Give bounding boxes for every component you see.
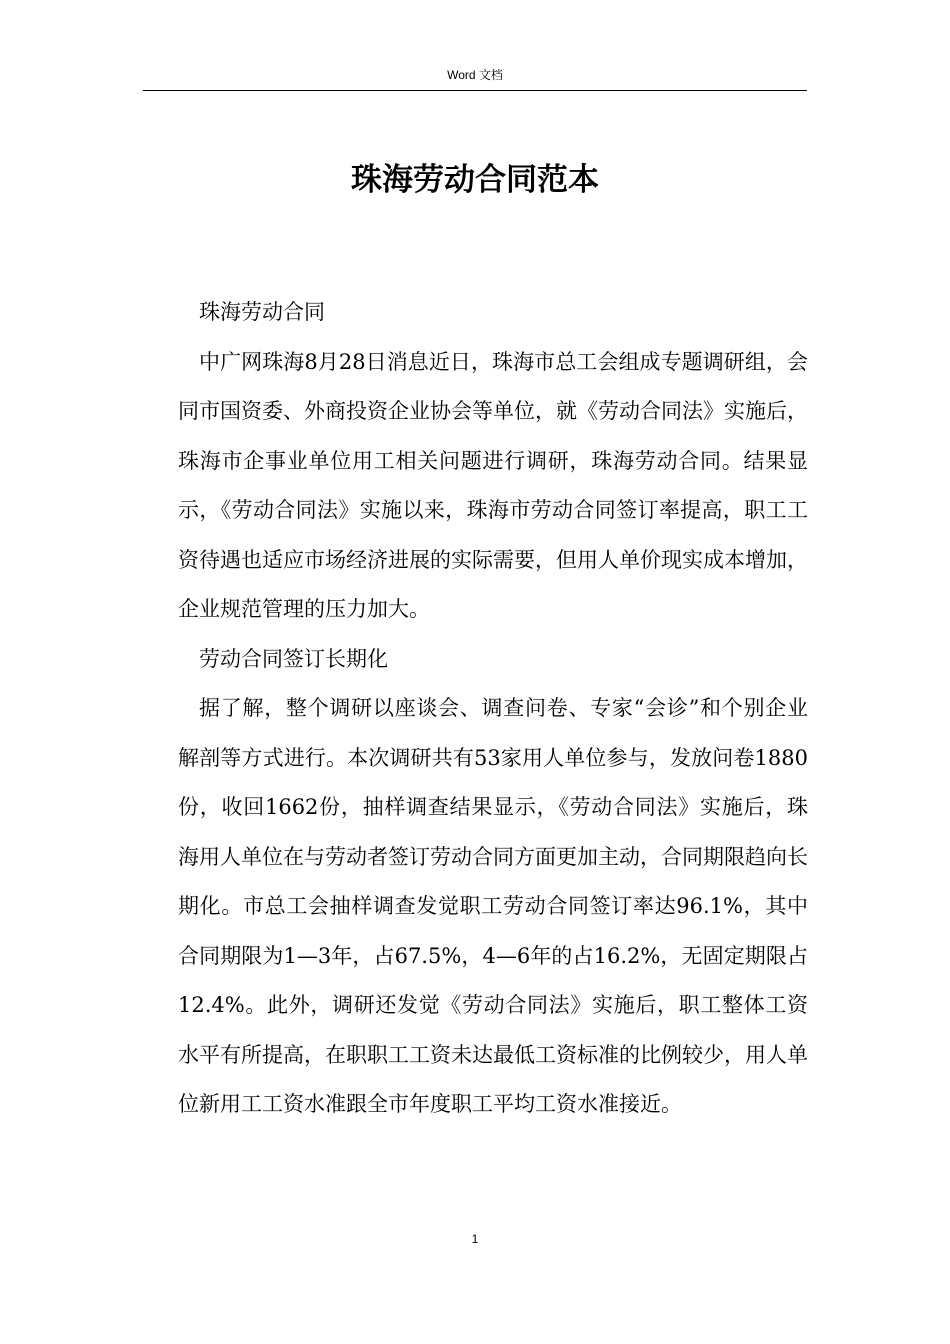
paragraph-survey-results: 据了解，整个调研以座谈会、调查问卷、专家“会诊”和个别企业解剖等方式进行。本次调研共有53家用人单位参与，发放问卷1880份，收回1662份，抽样调查结果显示，《劳动合同法》实施后，珠海用人单位在与劳动者签订劳动合同方面更加主动，合同期限趋向长期化。市总工会抽样调查发觉职工劳动合同签订率达96.1%，其中合同期限为1—3年，占67.5%，4—6年的占16.2%，无固定期限占12.4%。此外，调研还发觉《劳动合同法》实施后，职工整体工资水平有所提高，在职职工工资未达最低工资标准的比例较少，用人单位新用工工资水准跟全市年度职工平均工资水准接近。	[178, 696, 808, 1116]
header-text: Word 文档	[447, 68, 503, 82]
document-title: 珠海劳动合同范本	[351, 162, 599, 198]
page-header	[143, 66, 807, 91]
paragraph-section-heading: 劳动合同签订长期化	[199, 646, 388, 671]
page-number: 1	[471, 1232, 479, 1246]
paragraph-subtitle: 珠海劳动合同	[199, 300, 325, 324]
document-body	[178, 288, 808, 1130]
paragraph-news-intro: 中广网珠海8月28日消息近日，珠海市总工会组成专题调研组，会同市国资委、外商投资企业协会等单位，就《劳动合同法》实施后，珠海市企事业单位用工相关问题进行调研，珠海劳动合同。结果显示，《劳动合同法》实施以来，珠海市劳动合同签订率提高，职工工资待遇也适应市场经济进展的实际需要，但用人单价现实成本增加，企业规范管理的压力加大。	[178, 349, 808, 621]
